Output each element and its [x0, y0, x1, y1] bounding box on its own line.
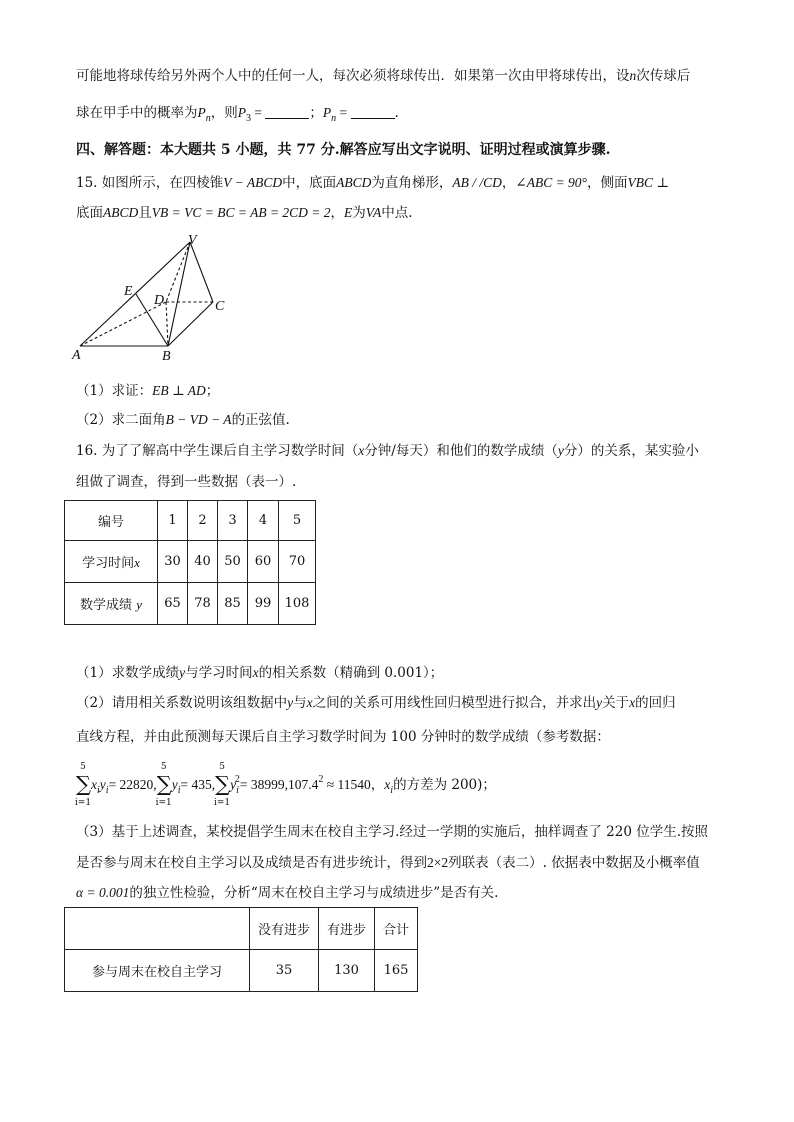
table2-header: [65, 908, 250, 950]
table2-row: [65, 950, 418, 992]
reference-data-formula: 5 ∑ i=1 $x_iy_i= 22820$, 5 ∑ i=1 $y_i= 435$, 5 ∑ i=1 $y_i^2= 38999,107.4^2 \approx 11540$，$x_i$的方差为 200)；: [74, 762, 496, 808]
label-D: D: [154, 293, 165, 308]
table2-row-label: 参与周末在校自主学习: [65, 950, 250, 992]
table1-cell: 65: [158, 583, 188, 625]
q15-part-1: （1）求证：EB ⊥ AD；: [76, 383, 220, 399]
table1-header: 4: [248, 501, 279, 541]
pyramid-figure: [70, 232, 240, 364]
q16-line-2: 组做了调查，得到一些数据（表一）.: [76, 474, 297, 490]
table1-header-row: [65, 501, 316, 541]
table2-header: 合计: [375, 908, 418, 950]
q15-part-2: （2）求二面角B − VD − A的正弦值.: [76, 412, 290, 428]
table1-cell: 60: [248, 541, 279, 583]
table1-header: 2: [188, 501, 218, 541]
label-E: E: [124, 284, 133, 299]
table1-cell: 40: [188, 541, 218, 583]
table1-cell: 70: [279, 541, 316, 583]
sum-sign: 5 ∑ i=1: [155, 762, 172, 808]
q16-part-2-line-2: 直线方程，并由此预测每天课后自主学习数学时间为 100 分钟时的数学成绩（参考数据：: [76, 729, 610, 745]
table1-cell: 50: [218, 541, 248, 583]
table2-cell: 130: [319, 950, 375, 992]
q14-line-1: 可能地将球传给另外两个人中的任何一人，每次必须将球传出．如果第一次由甲将球传出，设n次传球后: [76, 68, 691, 84]
table1-row-x: [65, 541, 316, 583]
q16-part-2-line-1: （2）请用相关系数说明该组数据中y与x之间的关系可用线性回归模型进行拟合，并求出y关于x的回归: [76, 695, 676, 711]
q15-line-1: 15. 如图所示，在四棱锥V − ABCD中，底面ABCD为直角梯形，AB / /CD，∠ABC = 90°，侧面VBC ⊥: [76, 175, 670, 191]
edge-DB: [166, 302, 168, 346]
sum-sign: 5 ∑ i=1: [74, 762, 92, 808]
table2-cell: 165: [375, 950, 418, 992]
edge-AD: [80, 302, 166, 346]
q16-part-3-line-2: 是否参与周末在校自主学习以及成绩是否有进步统计，得到2×2列联表（表二）. 依据表中数据及小概率值: [76, 855, 700, 871]
table1-header: 编号: [65, 501, 158, 541]
table1-row-y: [65, 583, 316, 625]
q15-line-2: 底面ABCD且VB = VC = BC = AB = 2CD = 2，E为VA中点.: [76, 205, 413, 221]
q16-part-1: （1）求数学成绩y与学习时间x的相关系数（精确到 0.001）；: [76, 665, 444, 681]
table1-cell: 30: [158, 541, 188, 583]
q16-line-1: 16. 为了了解高中学生课后自主学习数学时间（x分钟/每天）和他们的数学成绩（y分）的关系，某实验小: [76, 443, 699, 459]
table2-header-row: [65, 908, 418, 950]
answer-blank-2: [351, 105, 395, 119]
edge-BC: [168, 302, 213, 346]
table1-cell: 99: [248, 583, 279, 625]
table1-header: 1: [158, 501, 188, 541]
section-heading: 四、解答题：本大题共 5 小题，共 77 分.解答应写出文字说明、证明过程或演算步骤.: [76, 142, 611, 158]
label-C: C: [215, 299, 225, 314]
table2-header: 有进步: [319, 908, 375, 950]
table1-cell: 85: [218, 583, 248, 625]
contingency-table-2: [64, 907, 418, 992]
data-table-1: [64, 500, 316, 625]
label-A: A: [72, 348, 81, 363]
table1-cell: 108: [279, 583, 316, 625]
table1-header: 3: [218, 501, 248, 541]
q14-line-2: 球在甲手中的概率为$P_n$，则$P_3$ = ；$P_n$ = .: [76, 105, 399, 124]
table1-header: 5: [279, 501, 316, 541]
q16-part-3-line-1: （3）基于上述调查，某校提倡学生周末在校自主学习.经过一学期的实施后，抽样调查了 220 位学生.按照: [76, 824, 709, 840]
q16-part-3-line-3: α = 0.001的独立性检验，分析“周末在校自主学习与成绩进步”是否有关.: [76, 885, 499, 901]
table1-row-label: 学习时间x: [65, 541, 158, 583]
answer-blank-1: [265, 105, 309, 119]
edge-VA: [80, 242, 190, 346]
table2-header: 没有进步: [250, 908, 319, 950]
edge-VB: [168, 242, 190, 346]
table1-cell: 78: [188, 583, 218, 625]
edge-VC: [190, 242, 213, 302]
table1-row-label: 数学成绩 y: [65, 583, 158, 625]
label-V: V: [188, 233, 197, 248]
label-B: B: [162, 349, 171, 364]
sum-sign: 5 ∑ i=1: [214, 762, 231, 808]
edge-VD: [166, 242, 190, 302]
table2-cell: 35: [250, 950, 319, 992]
